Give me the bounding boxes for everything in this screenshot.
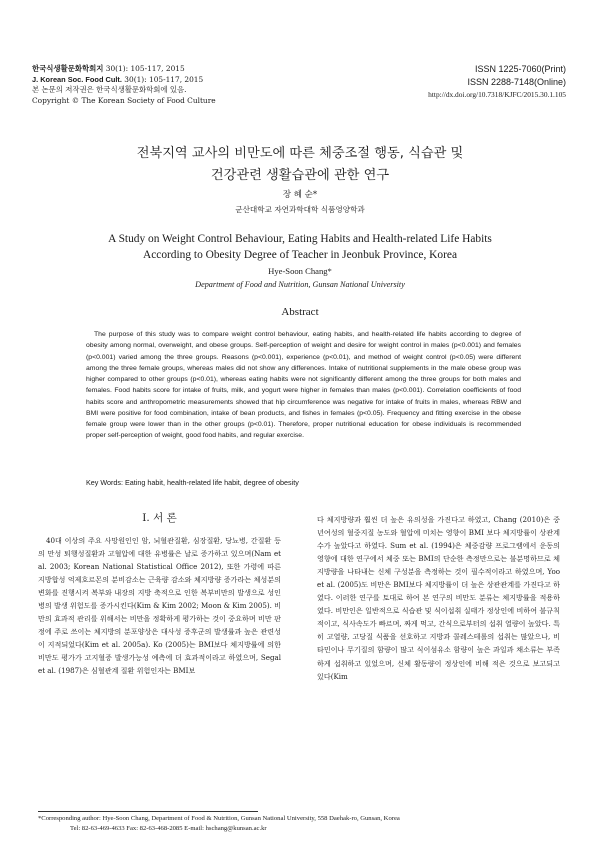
- title-korean-line1: 전북지역 교사의 비만도에 따른 체중조절 행동, 식습관 및: [136, 146, 464, 161]
- doi-link[interactable]: http://dx.doi.org/10.7318/KJFC/2015.30.1.105: [428, 90, 566, 99]
- journal-name-ko: 한국식생활문화학회지: [32, 64, 104, 73]
- copyright-ko: 본 논문의 저작권은 한국식생활문화학회에 있음.: [32, 85, 187, 95]
- journal-header: [32, 64, 216, 106]
- footnote-address: *Corresponding author: Hye-Soon Chang, Department of Food & Nutrition, Gunsan National University, 558 Daehak-ro, Gunsan, Korea: [38, 815, 400, 822]
- abstract-body: The purpose of this study was to compare weight control behaviour, eating habits, and health-related life habits according to degree of obesity among normal, overweight, and obese groups. Self-perception of weight and desire for weight control in males (p<0.001) and females (p<0.001) varied among the three groups. Reasons (p<0.001), experience (p<0.01), and method of weight control (p<0.05) were different among the three female groups, whereas males did not show any differences. Intake of nutritional supplements in the male obese group was higher compared to other groups (p<0.01), whereas eating habits were not significantly different among the three groups for both males and females. Food habits score for intake of fruits, milk, and yogurt were higher in females than males (p<0.001). Correlation coefficients of food habits score and anthropometric measurements showed that hip circumference was negative for intake of fruits in males, whereas RBW and BMI were positive for food combination, intake of bean products, and fishes in females (p<0.05). Frequency and fitting exercise in the obese female group were lower than in the other groups (p<0.01). Therefore, proper nutritional education for obese individuals is recommended proper self-perception of weight, good food habits, and regular exercise.: [86, 331, 521, 440]
- intro-paragraph-right: 다 체지방량과 훨씬 더 높은 유의성을 가진다고 하였고, Chang (2010)은 중년여성의 혈중지질 농도와 혈압에 미치는 영향이 BMI 보다 체지방률이 상관계수가 높았다고 하였다. Sum et al. (1994)은 체중감량 프로그램에서 운동의 영향에 대한 연구에서 체중 또는 BMI의 단순한 측정만으로는 불분명하므로 체지방량을 나타내는 신체 구성분을 측정하는 것이 필수적이라고 하였으며, Yoo et al. (2005)도 비만은 BMI보다 체지방률이 더 높은 상관관계를 가진다고 하였다. 이러한 연구를 토대로 하여 본 연구의 비만도 분류는 체지방률을 적용하였다. 비만인은 일반적으로 식습관 및 식이섭취 실태가 정상인에 비하여 불규칙적이고, 식사속도가 빠르며, 짜게 먹고, 간식으로부터의 섭취 열량이 높았다. 특히 고열량, 고당질 식품을 선호하고 지방과 콜레스테롤의 섭취는 많았으나, 비타민이나 무기질의 함량이 많고 식이섬유소 함량이 높은 과일과 채소류는 부족하게 섭취하고 있었으며, 신체 활동량이 정상인에 비해 적은 것으로 보고되고 있다(Kim: [317, 515, 560, 681]
- title-english-line1: A Study on Weight Control Behaviour, Eating Habits and Health-related Life Habits: [108, 233, 492, 245]
- intro-paragraph-left: 40대 이상의 주요 사망원인인 암, 뇌혈관질환, 심장질환, 당뇨병, 간질환 등의 만성 퇴행성질환과 고혈압에 대한 유병률은 날로 증가하고 있으며(Nam et al. 2003; Korean National Statistical Office 2012), 또한 가령에 따른 지방합성 억제호르몬의 분비감소는 근육량 감소와 체지방량 증가라는 체성분의 변화를 진행시켜 복부와 내장의 지방 축적으로 인한 복부비만의 발생으로 성인병의 발생 위험도를 증가시킨다(Kim & Kim 2002; Moon & Kim 2005). 비만의 효과적 관리를 위해서는 비만을 정확하게 평가하는 것이 중요하며 비만 판정에 주로 쓰이는 체지방의 분포양상은 대사성 증후군의 발생률과 높은 관련성이 지적되었다(Kim et al. 2005a). Ko (2005)는 BMI보다 체지방률에 의한 비만도 평가가 고지혈증 발생가능성 예측에 더 효과적이라고 하였으며, Segal et al. (1987)은 심혈관계 질환 위험인자는 BMI보: [38, 536, 281, 676]
- section-heading-introduction: Ⅰ. 서 론: [142, 512, 177, 524]
- footnote-contact: Tel: 82-63-469-4633 Fax: 82-63-468-2085 E-mail: hschang@kunsan.ac.kr: [70, 824, 267, 832]
- issn-block: [428, 63, 566, 101]
- title-korean-line2: 건강관련 생활습관에 관한 연구: [210, 168, 390, 183]
- journal-citation-en: [32, 75, 216, 86]
- body-column-right: [317, 513, 560, 683]
- author-korean: 장 혜 순*: [282, 190, 318, 200]
- title-english-line2: According to Obesity Degree of Teacher in Jeonbuk Province, Korea: [142, 248, 458, 261]
- body-column-left: [38, 510, 281, 678]
- title-english: [0, 232, 600, 263]
- affiliation-english: Department of Food and Nutrition, Gunsan National University: [195, 280, 405, 289]
- footnote-divider: [38, 811, 258, 812]
- corresponding-author-footnote: [38, 814, 568, 833]
- copyright-en: Copyright © The Korean Society of Food Culture: [32, 95, 216, 105]
- journal-name-en: J. Korean Soc. Food Cult.: [32, 74, 122, 84]
- abstract-heading: Abstract: [281, 306, 319, 318]
- title-korean: [0, 143, 600, 187]
- journal-issue-ko: 30(1): 105-117, 2015: [103, 64, 185, 73]
- journal-citation-ko: [32, 64, 216, 75]
- author-english: Hye-Soon Chang*: [268, 266, 332, 276]
- issn-online: ISSN 2288-7148(Online): [467, 77, 566, 87]
- affiliation-korean: 군산대학교 자연과학대학 식품영양학과: [235, 205, 365, 214]
- journal-issue-en: 30(1): 105-117, 2015: [121, 74, 204, 84]
- keywords: Key Words: Eating habit, health-related life habit, degree of obesity: [86, 478, 299, 487]
- issn-print: ISSN 1225-7060(Print): [474, 64, 566, 74]
